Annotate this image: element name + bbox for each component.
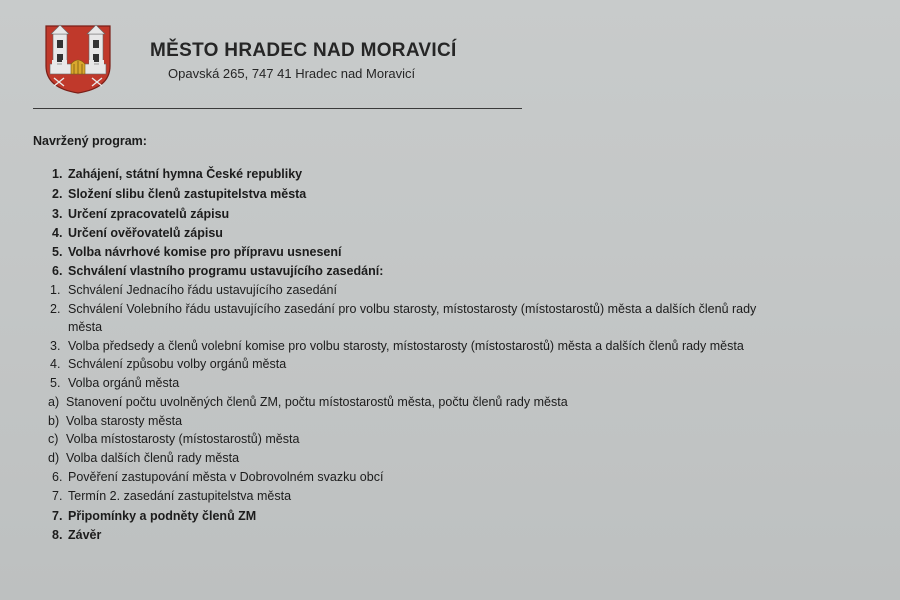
agenda-item-text: Schválení Volebního řádu ustavujícího zasedání pro volbu starosty, místostarosty (místostarostů) města a dalších členů rady	[68, 302, 757, 316]
agenda-item-number: 3.	[52, 207, 63, 221]
agenda-item-text: Určení ověřovatelů zápisu	[68, 226, 223, 240]
agenda-item-number: b)	[48, 414, 60, 428]
agenda-item-number: 6.	[52, 470, 63, 484]
agenda-item-text: Volba dalších členů rady města	[66, 451, 240, 465]
agenda-item-number: c)	[48, 432, 59, 446]
agenda-item-text: Připomínky a podněty členů ZM	[68, 509, 257, 523]
agenda-item-text: Složení slibu členů zastupitelstva města	[68, 187, 307, 201]
agenda-item-text: Zahájení, státní hymna České republiky	[68, 167, 303, 181]
agenda-item-number: 5.	[50, 376, 61, 390]
agenda-item-text: Volba předsedy a členů volební komise pro volbu starosty, místostarosty (místostarostů) města a dalších členů rady města	[68, 339, 744, 353]
agenda-item-text: Schválení Jednacího řádu ustavujícího zasedání	[68, 283, 337, 297]
agenda-item-number: 2.	[50, 302, 61, 316]
organization-name: MĚSTO HRADEC NAD MORAVICÍ	[150, 40, 457, 61]
agenda-item-number: d)	[48, 451, 60, 465]
agenda-item-text: Závěr	[68, 528, 102, 542]
agenda-item-number: 2.	[52, 187, 63, 201]
agenda-item-text: Volba návrhové komise pro přípravu usnesení	[68, 245, 342, 259]
agenda-item-text: Schválení způsobu volby orgánů města	[68, 357, 287, 371]
agenda-item-text: města	[68, 320, 103, 334]
agenda-item-text: Určení zpracovatelů zápisu	[68, 207, 230, 221]
agenda-item-number: 1.	[52, 167, 63, 181]
program-heading: Navržený program:	[33, 134, 147, 148]
agenda-item-text: Pověření zastupování města v Dobrovolném svazku obcí	[68, 470, 384, 484]
agenda-item-number: 4.	[52, 226, 63, 240]
agenda-item-text: Volba místostarosty (místostarostů) města	[66, 432, 300, 446]
agenda-item-number: 7.	[52, 509, 63, 523]
agenda-item-number: 3.	[50, 339, 61, 353]
agenda-item-text: Volba starosty města	[66, 414, 183, 428]
agenda-item-text: Volba orgánů města	[68, 376, 180, 390]
agenda-item-number: 7.	[52, 489, 63, 503]
agenda-item-text: Termín 2. zasedání zastupitelstva města	[68, 489, 292, 503]
agenda-item-text: Stanovení počtu uvolněných členů ZM, počtu místostarostů města, počtu členů rady města	[66, 395, 568, 409]
agenda-item-number: 1.	[50, 283, 61, 297]
agenda-item-number: a)	[48, 395, 60, 409]
organization-address: Opavská 265, 747 41 Hradec nad Moravicí	[168, 66, 416, 81]
agenda-item-number: 6.	[52, 264, 63, 278]
agenda-item-number: 8.	[52, 528, 63, 542]
agenda-item-text: Schválení vlastního programu ustavujícího zasedání:	[68, 264, 384, 278]
agenda-item-number: 4.	[50, 357, 61, 371]
agenda-item-number: 5.	[52, 245, 63, 259]
